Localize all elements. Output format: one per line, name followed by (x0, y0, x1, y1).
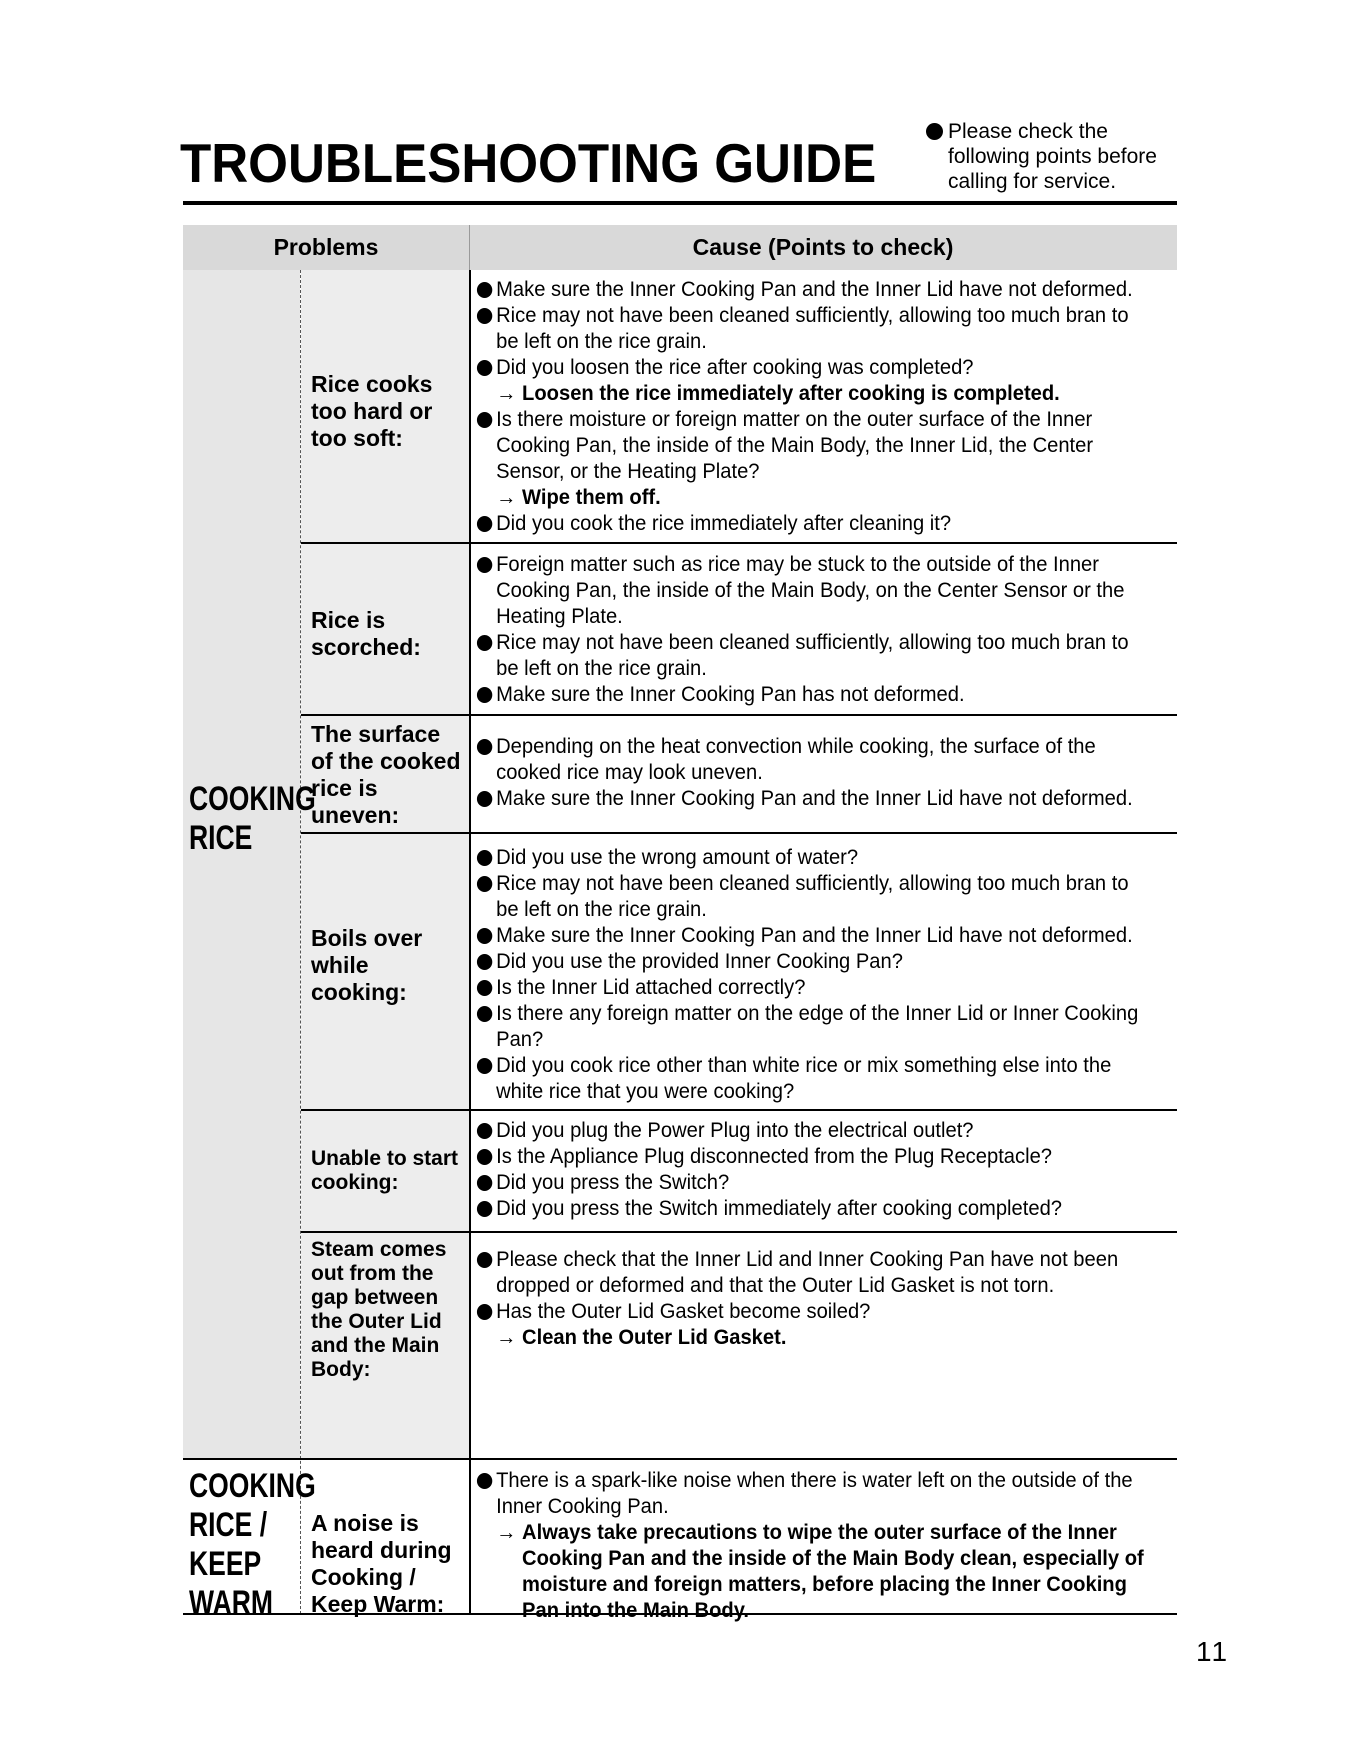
cause-text: Depending on the heat convection while cooking, the surface of the cooked rice may look uneven. (496, 735, 1096, 784)
cause-text: Did you cook the rice immediately after cleaning it? (496, 512, 952, 535)
bullet-icon (477, 308, 492, 324)
bullet-icon (477, 360, 492, 376)
cause-text: Did you cook rice other than white rice or mix something else into the white rice that you were cooking? (496, 1054, 1112, 1103)
problem-rice-hard-or-soft: Rice cooks too hard or too soft: (311, 371, 433, 451)
bullet-icon (477, 1123, 492, 1139)
bullet-icon (477, 557, 492, 573)
cause-item (475, 277, 1147, 303)
cause-action-text: Clean the Outer Lid Gasket. (522, 1326, 787, 1349)
cause-item (475, 1001, 1147, 1053)
row-divider (301, 1231, 1177, 1233)
title-rule (183, 201, 1177, 205)
bullet-icon (477, 850, 492, 866)
column-divider (469, 270, 471, 1614)
category-line: RICE (189, 819, 253, 857)
category-background-cooking-rice (183, 270, 300, 1458)
cause-text: Is there moisture or foreign matter on the outer surface of the Inner Cooking Pan, the inside of the Main Body, the Inner Lid, the Center Sensor, or the Heating Plate? (496, 408, 1094, 483)
cause-action-text: Loosen the rice immediately after cooking is completed. (522, 382, 1060, 405)
table-header (183, 225, 1177, 270)
cause-item (475, 786, 1147, 812)
category-line: RICE / (189, 1506, 268, 1544)
row-divider (301, 542, 1177, 544)
section-divider (183, 1458, 1177, 1460)
bullet-icon (926, 123, 943, 140)
bullet-icon (477, 954, 492, 970)
cause-text: Make sure the Inner Cooking Pan and the Inner Lid have not deformed. (496, 278, 1133, 301)
cause-text: There is a spark-like noise when there is water left on the outside of the Inner Cooking Pan. (496, 1469, 1133, 1518)
cause-list (475, 277, 1147, 537)
cause-list (475, 1247, 1147, 1351)
problem-rice-scorched: Rice is scorched: (311, 607, 421, 660)
cause-action (475, 381, 1147, 407)
arrow-right-icon: → (496, 486, 517, 509)
cause-item (475, 1196, 1147, 1222)
cause-item (475, 1468, 1147, 1520)
category-cooking-keep-warm (189, 1467, 316, 1623)
cause-action (475, 1325, 1147, 1351)
cause-item (475, 949, 1147, 975)
bullet-icon (477, 1304, 492, 1320)
category-line: WARM (189, 1584, 273, 1622)
cause-text: Is the Appliance Plug disconnected from the Plug Receptacle? (496, 1145, 1052, 1168)
cause-text: Did you use the wrong amount of water? (496, 846, 859, 869)
problem-unable-to-start: Unable to start cooking: (311, 1147, 459, 1194)
cause-text: Did you loosen the rice after cooking was completed? (496, 356, 974, 379)
cause-item (475, 845, 1147, 871)
cause-list (475, 734, 1147, 812)
bullet-icon (477, 282, 492, 298)
arrow-right-icon: → (496, 1521, 517, 1544)
arrow-right-icon: → (496, 1326, 517, 1349)
cause-text: Foreign matter such as rice may be stuck to the outside of the Inner Cooking Pan, the inside of the Main Body, on the Center Sensor or the Heating Plate. (496, 553, 1125, 628)
cause-text: Rice may not have been cleaned sufficiently, allowing too much bran to be left on the rice grain. (496, 631, 1129, 680)
category-line: KEEP (189, 1545, 262, 1583)
cause-text: Rice may not have been cleaned sufficiently, allowing too much bran to be left on the rice grain. (496, 872, 1129, 921)
cause-action (475, 1520, 1147, 1624)
cause-item (475, 407, 1147, 485)
cause-text: Make sure the Inner Cooking Pan has not deformed. (496, 683, 965, 706)
header-cause: Cause (Points to check) (692, 234, 954, 260)
problem-surface-uneven: The surface of the cooked rice is uneven: (311, 721, 461, 828)
cause-item (475, 734, 1147, 786)
row-divider (301, 1109, 1177, 1111)
bullet-icon (477, 791, 492, 807)
bullet-icon (477, 1149, 492, 1165)
cause-text: Has the Outer Lid Gasket become soiled? (496, 1300, 871, 1323)
category-cooking-rice (189, 780, 316, 858)
bullet-icon (477, 687, 492, 703)
cause-text: Rice may not have been cleaned sufficiently, allowing too much bran to be left on the rice grain. (496, 304, 1129, 353)
page-title: TROUBLESHOOTING GUIDE (180, 132, 877, 194)
cause-item (475, 552, 1147, 630)
bullet-icon (477, 876, 492, 892)
page-number: 11 (1196, 1636, 1230, 1667)
cause-text: Did you use the provided Inner Cooking Pan? (496, 950, 903, 973)
cause-item (475, 1247, 1147, 1299)
service-note-text: Please check the following points before calling for service. (948, 120, 1157, 193)
bullet-icon (477, 1006, 492, 1022)
bullet-icon (477, 412, 492, 428)
cause-item (475, 355, 1147, 381)
cause-item (475, 975, 1147, 1001)
row-divider (301, 832, 1177, 834)
problem-steam-gap: Steam comes out from the gap between the Outer Lid and the Main Body: (311, 1238, 447, 1381)
arrow-right-icon: → (496, 382, 517, 405)
cause-text: Make sure the Inner Cooking Pan and the Inner Lid have not deformed. (496, 924, 1133, 947)
cause-item (475, 1299, 1147, 1325)
cause-text: Is there any foreign matter on the edge of the Inner Lid or Inner Cooking Pan? (496, 1002, 1139, 1051)
cause-item (475, 923, 1147, 949)
bullet-icon (477, 739, 492, 755)
category-line: COOKING (189, 1467, 316, 1505)
category-divider (300, 270, 301, 1614)
cause-list (475, 1468, 1147, 1624)
cause-text: Did you plug the Power Plug into the electrical outlet? (496, 1119, 974, 1142)
bullet-icon (477, 1252, 492, 1268)
bullet-icon (477, 980, 492, 996)
cause-text: Did you press the Switch? (496, 1171, 730, 1194)
cause-action-text: Wipe them off. (522, 486, 661, 509)
cause-list (475, 552, 1147, 708)
cause-text: Did you press the Switch immediately after cooking completed? (496, 1197, 1062, 1220)
bullet-icon (477, 928, 492, 944)
cause-text: Please check that the Inner Lid and Inner Cooking Pan have not been dropped or deformed and that the Outer Lid Gasket is not torn. (496, 1248, 1119, 1297)
cause-item (475, 682, 1147, 708)
bullet-icon (477, 1058, 492, 1074)
bullet-icon (477, 516, 492, 532)
cause-item (475, 630, 1147, 682)
cause-item (475, 1053, 1147, 1105)
cause-action-text: Always take precautions to wipe the outer surface of the Inner Cooking Pan and the inside of the Main Body clean, especially of moisture and foreign matters, before placing the Inner Cooking Pan into the Main Body. (522, 1521, 1144, 1622)
category-line: COOKING (189, 780, 316, 818)
cause-list (475, 1118, 1147, 1222)
cause-item (475, 871, 1147, 923)
row-divider (301, 714, 1177, 716)
problem-boils-over: Boils over while cooking: (311, 925, 423, 1005)
cause-item (475, 1144, 1147, 1170)
cause-item (475, 511, 1147, 537)
cause-action (475, 485, 1147, 511)
bullet-icon (477, 1473, 492, 1489)
bullet-icon (477, 1175, 492, 1191)
cause-item (475, 303, 1147, 355)
bullet-icon (477, 635, 492, 651)
cause-text: Is the Inner Lid attached correctly? (496, 976, 806, 999)
bullet-icon (477, 1201, 492, 1217)
cause-item (475, 1170, 1147, 1196)
header-problems: Problems (273, 234, 379, 260)
cause-item (475, 1118, 1147, 1144)
cause-list (475, 845, 1147, 1105)
cause-text: Make sure the Inner Cooking Pan and the Inner Lid have not deformed. (496, 787, 1133, 810)
problem-noise: A noise is heard during Cooking / Keep Warm: (311, 1510, 452, 1617)
